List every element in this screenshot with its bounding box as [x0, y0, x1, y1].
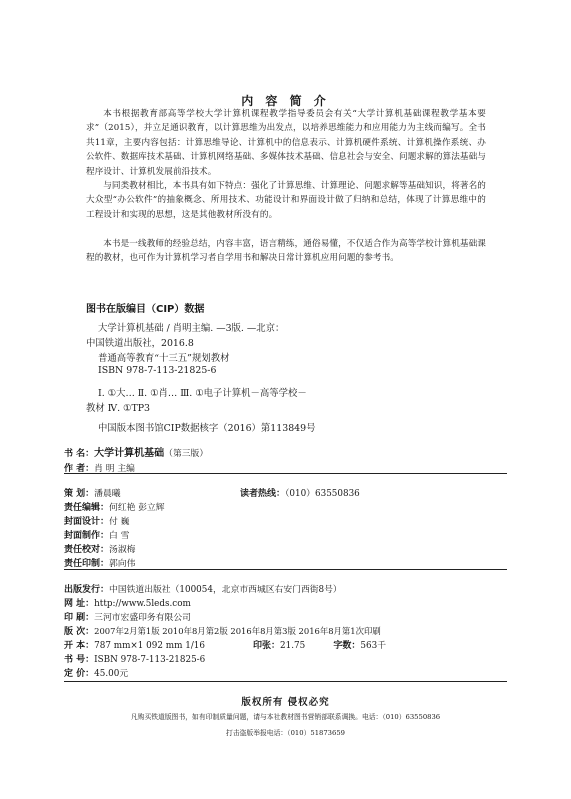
credit-label: 封面制作： [64, 531, 110, 541]
pub-label: 出版发行： [64, 585, 110, 595]
cip-heading: 图书在版编目（CIP）数据 [86, 304, 205, 315]
credit-value: 何红艳 彭立辉 [109, 503, 165, 513]
hotline-label: 读者热线： [240, 489, 286, 499]
credit-value: 郭向伟 [109, 559, 136, 569]
quality-notice: 凡购买铁道版图书，如有印制质量问题，请与本社教材图书营销部联系调换。电话：（010）63550836 [130, 713, 441, 721]
divider-2 [64, 569, 507, 570]
credit-row-6 [64, 551, 135, 570]
credit-label: 责任校对： [64, 545, 110, 555]
book-title-value: 大学计算机基础 [94, 448, 165, 459]
pub-label: 书 号： [64, 655, 95, 665]
cip-line-1: 大学计算机基础 / 肖明主编. —3版. —北京： [98, 323, 285, 334]
summary-title: 内 容 简 介 [241, 94, 330, 108]
pub-row-price [64, 661, 128, 680]
summary-paragraph-3: 本书是一线教师的经验总结，内容丰富，语言精练，通俗易懂，不仅适合作为高等学校计算机基础课程的教材，也可作为计算机学习者自学用书和解决日常计算机应用问题的参考书。 [86, 238, 486, 264]
pub-label: 版 次： [64, 627, 95, 637]
pub-value: 45.00元 [94, 669, 129, 679]
credit-value: 汤淑梅 [109, 545, 136, 555]
anti-piracy-hotline: 打击盗版举报电话：（010）51873659 [226, 729, 345, 737]
pub-label: 定 价： [64, 669, 95, 679]
pub-value: 787 mm×1 092 mm 1/16 [94, 641, 205, 651]
credit-label: 责任编辑： [64, 503, 110, 513]
pub-value: 2007年2月第1版 2010年8月第2版 2016年8月第3版 2016年8月第1次印刷 [94, 626, 381, 636]
divider-3 [64, 681, 507, 682]
cip-line-4: ISBN 978-7-113-21825-6 [98, 365, 217, 376]
cip-line-6: 教材 Ⅳ. ①TP3 [86, 403, 150, 414]
credit-value: 白 雪 [109, 531, 130, 541]
cip-line-3: 普通高等教育“十三五”规划教材 [98, 353, 230, 364]
summary-paragraph-1: 本书根据教育部高等学校大学计算机课程教学指导委员会有关“大学计算机基础课程教学基本要求”（2015），并立足通识教育，以计算思维为出发点，以培养思维能力和应用能力为主线而编写。全书共11章，主要内容包括：计算思维导论、计算机中的信息表示、计算机硬件系统、计算机操作系统、办公软件、数据库技术基础、计算机网络基础、多媒体技术基础、信息社会与安全、问题求解的算法基础与程序设计、计算机发展前沿技术。 [86, 108, 486, 177]
summary-paragraph-2: 与同类教材相比，本书具有如下特点：强化了计算思维、计算理论、问题求解等基础知识，将著名的大众型“办公软件”的抽象概念、所用技术、功能设计和界面设计做了归纳和总结，体现了计算思维中的工程设计和实现的思想，这是其他教材所没有的。 [86, 180, 486, 220]
pub-value: http://www.5leds.com [94, 599, 191, 609]
pub-value: 中国铁道出版社（100054，北京市西城区右安门西街8号） [109, 585, 342, 595]
book-author-label: 作 者： [64, 464, 95, 474]
reader-hotline [240, 481, 360, 500]
book-title-label: 书 名： [64, 449, 95, 459]
sheets-label: 印张： [253, 641, 281, 651]
words-value: 563千 [360, 641, 386, 651]
divider-1 [64, 473, 507, 474]
words-label: 字数： [333, 641, 361, 651]
book-author-value: 肖 明 主编 [94, 464, 135, 474]
pub-value: 三河市宏盛印务有限公司 [94, 613, 191, 623]
cip-line-5: Ⅰ. ①大… Ⅱ. ①肖… Ⅲ. ①电子计算机－高等学校－ [98, 388, 307, 399]
pub-format-extra [253, 633, 386, 652]
credit-label: 封面设计： [64, 517, 110, 527]
credit-value: 付 巍 [109, 517, 130, 527]
pub-label: 网 址： [64, 599, 95, 609]
credit-label: 策 划： [64, 489, 95, 499]
credit-label: 责任印制： [64, 559, 110, 569]
pub-label: 印 刷： [64, 613, 95, 623]
hotline-value: （010）63550836 [285, 489, 360, 499]
pub-value: ISBN 978-7-113-21825-6 [94, 655, 206, 665]
cip-line-7: 中国版本图书馆CIP数据核字（2016）第113849号 [98, 423, 316, 434]
pub-label: 开 本： [64, 641, 95, 651]
credit-value: 潘晨曦 [94, 489, 121, 499]
sheets-value: 21.75 [280, 641, 306, 651]
cip-line-2: 中国铁道出版社，2016.8 [86, 338, 194, 349]
book-edition: （第三版） [164, 449, 209, 459]
copyright-notice: 版权所有 侵权必究 [241, 697, 330, 708]
